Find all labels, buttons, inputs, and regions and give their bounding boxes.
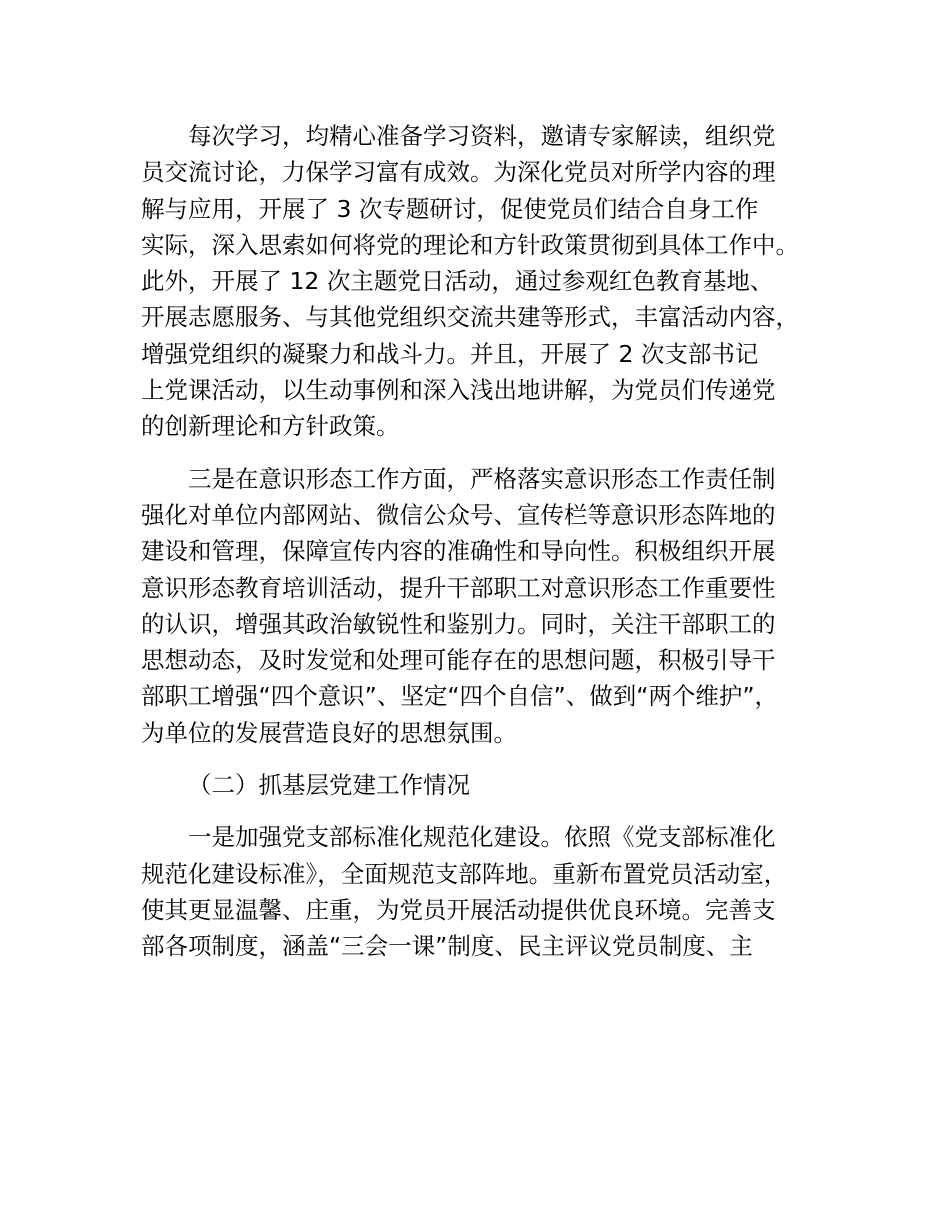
text-line: 部各项制度，涵盖“三会一课”制度、民主评议党员制度、主 xyxy=(141,932,753,961)
text-line: 的认识，增强其政治敏锐性和鉴别力。同时，关注干部职工的 xyxy=(141,609,776,638)
text-line: 规范化建设标准》，全面规范支部阵地。重新布置党员活动室， xyxy=(141,859,788,888)
text-line: 为单位的发展营造良好的思想氛围。 xyxy=(141,718,517,747)
text-line: 使其更显温馨、庄重，为党员开展活动提供优良环境。完善支 xyxy=(141,895,776,924)
text-line: 解与应用，开展了 3 次专题研讨，促使党员们结合自身工作 xyxy=(141,194,759,223)
paragraph-branch-standardization xyxy=(141,819,841,964)
text-line: 员交流讨论，力保学习富有成效。为深化党员对所学内容的理 xyxy=(141,158,776,187)
section-heading xyxy=(141,767,841,803)
text-line: 实际，深入思索如何将党的理论和方针政策贯彻到具体工作中。 xyxy=(141,230,799,259)
text-line: 一是加强党支部标准化规范化建设。依照《党支部标准化 xyxy=(188,823,776,852)
text-line: 思想动态，及时发觉和处理可能存在的思想问题，积极引导干 xyxy=(141,646,776,675)
section-heading-text: （二）抓基层党建工作情况 xyxy=(188,771,470,800)
text-line: 每次学习，均精心准备学习资料，邀请专家解读，组织党 xyxy=(188,122,776,150)
text-line: 意识形态教育培训活动，提升干部职工对意识形态工作重要性 xyxy=(141,573,776,602)
paragraph-study-activities xyxy=(141,118,841,445)
text-line: 三是在意识形态工作方面，严格落实意识形态工作责任制 xyxy=(188,464,776,493)
text-line: 上党课活动，以生动事例和深入浅出地讲解，为党员们传递党 xyxy=(141,376,776,405)
text-line: 的创新理论和方针政策。 xyxy=(141,412,400,441)
text-line: 强化对单位内部网站、微信公众号、宣传栏等意识形态阵地的 xyxy=(141,500,776,529)
document-body xyxy=(141,118,841,965)
text-line: 此外，开展了 12 次主题党日活动，通过参观红色教育基地、 xyxy=(141,267,774,296)
text-line: 建设和管理，保障宣传内容的准确性和导向性。积极组织开展 xyxy=(141,537,776,566)
text-line: 开展志愿服务、与其他党组织交流共建等形式，丰富活动内容， xyxy=(141,303,799,332)
text-line: 增强党组织的凝聚力和战斗力。并且，开展了 2 次支部书记 xyxy=(141,339,759,368)
paragraph-ideology-work xyxy=(141,461,841,751)
text-line: 部职工增强“四个意识”、坚定“四个自信”、做到“两个维护”， xyxy=(141,682,779,711)
